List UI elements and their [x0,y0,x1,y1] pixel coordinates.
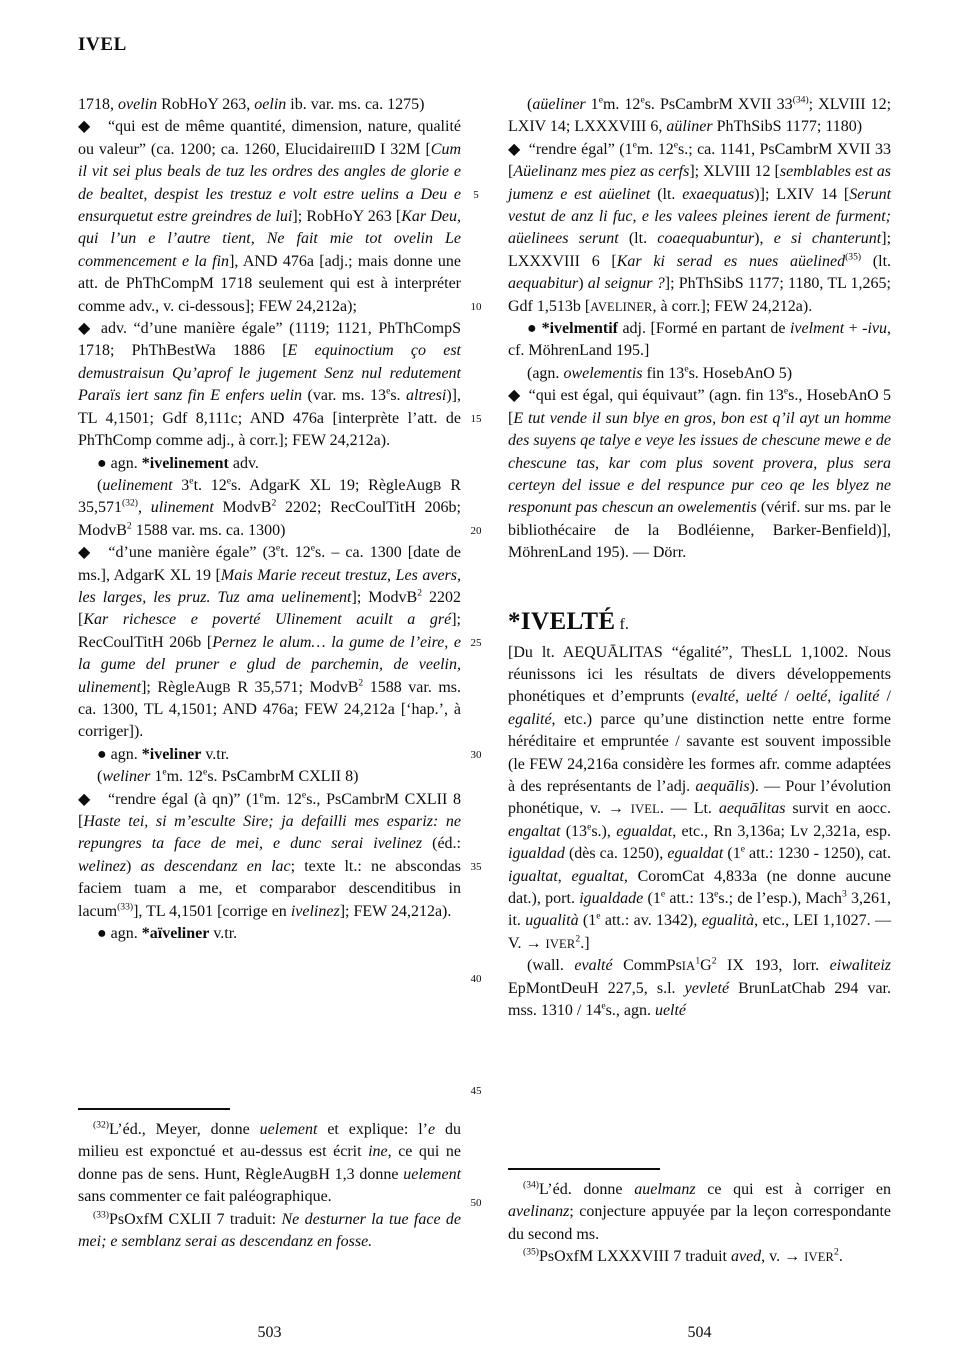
line-number: 25 [470,636,482,649]
line-number: 40 [470,972,482,985]
line-number: 50 [470,1196,482,1209]
footnote-separator [78,1108,230,1110]
footnote-list [78,1119,461,1253]
paragraph: ◆ “rendre égal (à qn)” (1em. 12es., PsCambrM CXLII 8 [Haste tei, si m’esculte Sire; ja defailli mes espariz: ne repungres ta face de mei, e dunc serai ivelinez (éd.: welinez) as descendanz en lac; texte lt.: ne abscondas faciem tuam a me, et comparabor descenditibus in lacum$^{(33)}$], TL 4,1501 [corrige en ivelinez]; FEW 24,212a). [78,789,462,920]
footnote-list [508,1179,891,1269]
footnotes-left [78,1108,461,1253]
paragraph: (aüeliner 1em. 12es. PsCambrM XVII 33$^{(34)}$; XLVIII 12; LXIV 14; LXXXVIII 6, aüliner PhThSibS 1177; 1180) [508,94,892,136]
running-head: IVEL [78,34,127,55]
line-number: 35 [470,860,482,873]
left-column [78,94,461,945]
paragraph: ● *ivelmentif adj. [Formé en partant de ivelment + -ivu, cf. MöhrenLand 195.] [508,320,891,360]
footnotes-right [508,1168,891,1269]
footnote: $^{(35)}$PsOxfM LXXXVIII 7 traduit aved, v. → $IVER^2$. [523,1246,843,1266]
paragraph: (weliner 1em. 12es. PsCambrM CXLII 8) [97,766,359,786]
paragraph: ◆ adv. “d’une manière égale” (1119; 1121, PhThCompS 1718; PhThBestWa 1886 [E equinoctium ço est demustraisun Qu’aprof le jugement Senz nul redutement Paraïs iert sanz fin E enfers uelin (var. ms. 13es. altresi)], TL 4,1501; Gdf 8,111c; AND 476a [interprète l’att. de PhThComp comme adj., à corr.]; FEW 24,212a). [78,320,461,450]
right-column [508,94,891,1022]
paragraph: ● agn. *iveliner v.tr. [97,745,230,763]
line-number: 20 [470,524,482,537]
line-number: 5 [473,188,479,201]
paragraph: 1718, ovelin RobHoY 263, oelin ib. var. ms. ca. 1275) [78,96,425,113]
paragraph: ◆ “qui est égal, qui équivaut” (agn. fin 13es., HosebAnO 5 [E tut vende il sun blye en gros, bon est q’il ayt un homme des suyens qe talye e veye les issues de chescune mewe e de chescune tas, kar com plus sovent provera, plus sera certeyn del issue e del respunce pur ceo qe les blyez ne responunt pas chescun an owelementis (vérif. sur ms. par le bibliothécaire de la Bodléienne, Barker-Benfield)], MöhrenLand 195). — Dörr. [508,385,892,562]
footnote: $^{(33)}$PsOxfM CXLII 7 traduit: Ne desturner la tue face de mei; e semblanz serai as descendanz en fosse. [78,1209,461,1251]
page-number-right: 504 [687,1324,712,1341]
page-number-left: 503 [257,1324,282,1341]
paragraph: (agn. owelementis fin 13es. HosebAnO 5) [527,363,793,382]
line-number: 15 [470,412,482,425]
footnote: $^{(34)}$L’éd. donne auelmanz ce qui est à corriger en avelinanz; conjecture appuyée par la leçon correspondante du second ms. [508,1179,891,1243]
footnote-separator [508,1168,660,1170]
paragraph: *IVELTÉ f. [508,607,629,635]
line-number: 10 [470,300,482,313]
paragraph: ◆ “rendre égal” (1em. 12es.; ca. 1141, PsCambrM XVII 33 [Aüelinanz mes piez as cerfs]; XLVIII 12 [semblables est as jumenz e est aüelinet (lt. exaequatus)]; LXIV 14 [Serunt vestut de anz li fuc, e les valees pleines ierent de furment; aüelinees serunt (lt. coaequabuntur), e si chanterunt]; LXXXVIII 6 [Kar ki serad es nues aüelined$^{(35)}$ (lt. aequabitur) al seignur ?]; PhThSibS 1177; 1180, TL 1,265; Gdf 1,513b [AVELINER, à corr.]; FEW 24,212a). [508,139,892,315]
paragraph: ◆ “qui est de même quantité, dimension, nature, qualité ou valeur” (ca. 1200; ca. 1260, ElucidaireIIID I 32M [Cum il vit sei plus beals de tuz les ordres des angles de glorie e de bealtet, despist les trestuz e volt estre uelins a Deu e ensurquetut estre greindres de lui]; RobHoY 263 [Kar Deu, qui l’un e l’autre tient, Ne fait mie tot ovelin Le commencement e la fin], AND 476a [adj.; mais donne une att. de PhThCompM 1718 seulement qui est à interpréter comme adv., v. ci-dessous]; FEW 24,212a); [78,118,462,315]
paragraph: (wall. evalté $CommPsIA^1G^2$ IX 193, lorr. eiwaliteiz EpMontDeuH 227,5, s.l. yevleté BrunLatChab 294 var. mss. 1310 / 14es., agn. uelté [508,955,892,1020]
paragraph: ● agn. *aïveliner v.tr. [97,925,238,943]
paragraph: (uelinement 3et. 12es. AdgarK XL 19; RègleAugB R 35,571$^{(32)}$, ulinement ModvB$^2$ 2202; RecCoulTitH 206b; ModvB$^2$ 1588 var. ms. ca. 1300) [78,475,462,539]
paragraph: ◆ “d’une manière égale” (3et. 12es. – ca. 1300 [date de ms.], AdgarK XL 19 [Mais Marie receut trestuz, Les avers, les larges, les pruz. Tuz ama uelinement]; ModvB$^2$ 2202 [Kar richesce e poverté Ulinement acuilt a gré]; RecCoulTitH 206b [Pernez le alum… la gume de l’eire, e la gume del pruner e glud de parchemin, de veelin, ulinement]; RègleAugB R 35,571; ModvB$^2$ 1588 var. ms. ca. 1300, TL 4,1501; AND 476a; FEW 24,212a [‘hap.’, à corriger]). [78,542,462,741]
footnote: $^{(32)}$L’éd., Meyer, donne uelement et explique: l’e du milieu est exponctué et au-dessus est écrit ine, ce qui ne donne pas de sens. Hunt, RègleAugBH 1,3 donne uelement sans commenter ce fait paléographique. [78,1119,462,1206]
paragraph: [Du lt. AEQUĀLITAS “égalité”, ThesLL 1,1002. Nous réunissons ici les résultats de divers développements phonétiques et d’emprunts (evalté, uelté / oelté, igalité / egalité, etc.) parce qu’une distinction nette entre forme héréditaire et empruntée / savante est souvent impossible (le FEW 24,216a considère les formes afr. comme adaptées à des représentants de l’adj. aequālis). — Pour l’évolution phonétique, v. → IVEL. — Lt. aequālitas survit en aocc. engaltat (13es.), egualdat, etc., Rn 3,136a; Lv 2,321a, esp. igualdad (dès ca. 1250), egualdat (1e att.: 1230 - 1250), cat. igualtat, egualtat, CoromCat 4,833a (ne donne aucune dat.), port. igualdade (1e att.: 13es.; de l’esp.), Mach$^3$ 3,261, it. ugualità (1e att.: av. 1342), egualità, etc., LEI 1,1027. — V. → $IVER^2$.] [508,643,892,952]
line-number: 30 [470,748,482,761]
paragraph: ● agn. *ivelinement adv. [97,454,259,472]
line-number: 45 [470,1084,482,1097]
